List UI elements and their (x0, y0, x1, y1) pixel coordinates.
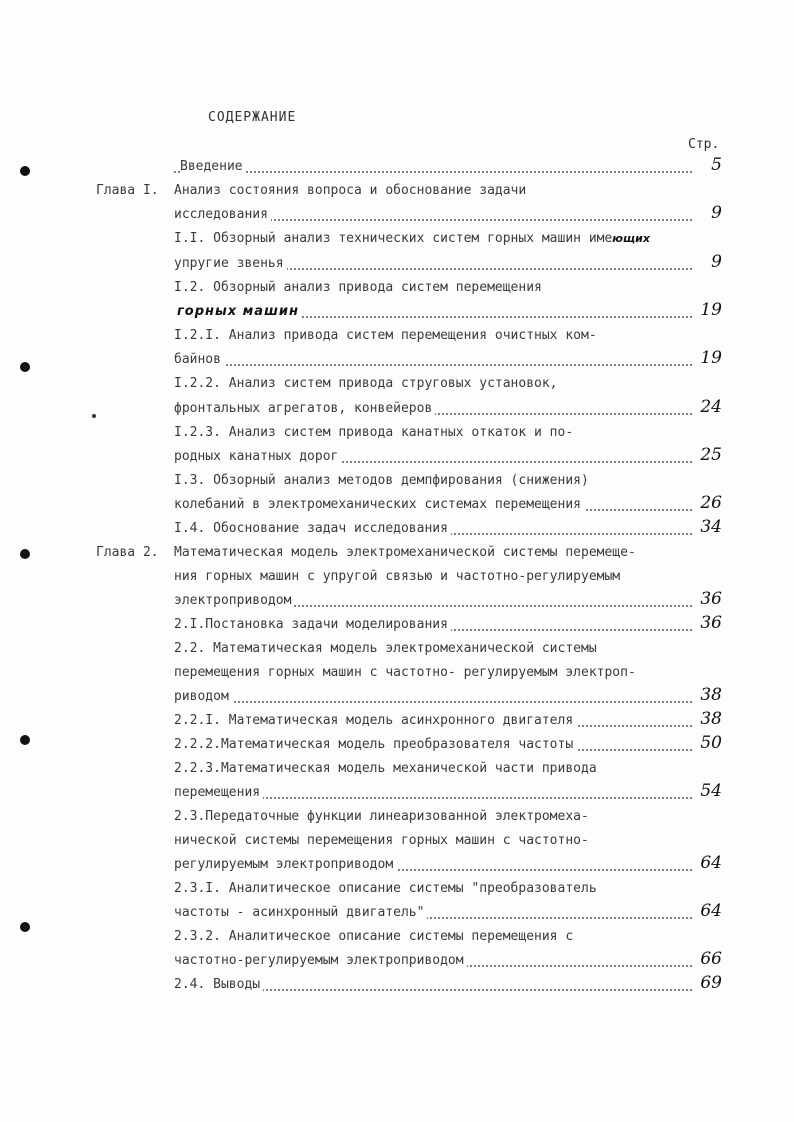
punch-hole-mark (20, 362, 30, 372)
toc-line (174, 830, 722, 852)
page-number: 50 (700, 734, 722, 753)
toc-line (174, 204, 722, 226)
toc-line (174, 806, 722, 828)
toc-line (174, 902, 722, 924)
toc-line (96, 542, 744, 564)
toc-line (174, 422, 722, 444)
toc-line (174, 614, 722, 636)
toc-line (174, 686, 722, 708)
toc-line (174, 373, 722, 395)
toc-entry-text: ния горных машин с упругой связью и частотно-регулируемым (174, 569, 621, 584)
toc-line (174, 662, 744, 684)
toc-entry-text: 2.2.3.Математическая модель механической части привода (174, 761, 597, 776)
toc-line (174, 926, 722, 948)
page-number: 5 (711, 156, 722, 175)
toc-entry-text: 2.3.2. Аналитическое описание системы перемещения с (174, 929, 574, 944)
toc-line (174, 325, 722, 347)
toc-entry-text: перемещения горных машин с частотно- регулируемым электроп- (174, 665, 636, 680)
toc-entry-text: I.4. Обоснование задач исследования (174, 521, 451, 536)
toc-entry-text: перемещения (174, 785, 263, 800)
toc-line (174, 950, 722, 972)
toc-entry-text: исследования (174, 207, 271, 222)
toc-line (174, 590, 722, 612)
toc-line (174, 758, 722, 780)
toc-entry-text: родных канатных дорог (174, 449, 341, 464)
chapter-prefix: Глава I. (96, 183, 159, 198)
toc-line (174, 228, 722, 250)
page-number: 36 (700, 590, 722, 609)
toc-entry-text: I.3. Обзорный анализ методов демпфирования (снижения) (174, 473, 589, 488)
toc-line (174, 878, 722, 900)
toc-line (174, 494, 722, 516)
toc-line (174, 277, 722, 299)
toc-entry-text: частоты - асинхронный двигатель" (174, 905, 427, 920)
leader-dots (174, 364, 692, 366)
page-number: 9 (711, 204, 722, 223)
toc-entry-text: I.2.I. Анализ привода систем перемещения очистных ком- (174, 328, 597, 343)
handwritten-suffix: ющих (612, 232, 650, 245)
toc-entry-text: 2.2. Математическая модель электромеханической системы (174, 641, 597, 656)
toc-entry-text: фронтальных агрегатов, конвейеров (174, 401, 435, 416)
page-number: 54 (700, 782, 722, 801)
page-number: 38 (700, 710, 722, 729)
toc-line (174, 782, 722, 804)
toc-entry-text: Математическая модель электромеханической системы перемеще- (174, 545, 636, 560)
leader-dots (174, 171, 692, 173)
toc-entry-text: регулируемым электроприводом (174, 857, 396, 872)
toc-line (174, 566, 722, 588)
toc-entry-text: электроприводом (174, 593, 294, 608)
punch-hole-mark (20, 922, 30, 932)
toc-entry-text: I.2.3. Анализ систем привода канатных откаток и по- (174, 425, 574, 440)
toc-entry-text: упругие звенья (174, 256, 287, 271)
page-number: 9 (711, 253, 722, 272)
page-number: 26 (700, 494, 722, 513)
toc-line (174, 710, 722, 732)
toc-entry-text: 2.3.I. Аналитическое описание системы "преобразователь (174, 881, 597, 896)
toc-line (174, 974, 722, 996)
toc-line (174, 518, 722, 540)
chapter-prefix: Глава 2. (96, 545, 159, 560)
page-number: 19 (700, 301, 722, 320)
page-number: 64 (700, 902, 722, 921)
toc-entry-text: 2.I.Постановка задачи моделирования (174, 617, 451, 632)
handwritten-text: горных машин (177, 304, 302, 319)
toc-line (174, 349, 722, 371)
page-number: 38 (700, 686, 722, 705)
toc-line (174, 854, 722, 876)
toc-line (174, 470, 722, 492)
toc-entry-text: частотно-регулируемым электроприводом (174, 953, 467, 968)
page-number: 36 (700, 614, 722, 633)
toc-line (174, 253, 722, 275)
punch-hole-mark (20, 549, 30, 559)
toc-entry-text: Анализ состояния вопроса и обоснование задачи (174, 183, 527, 198)
toc-entry-text: 2.4. Выводы (174, 977, 263, 992)
toc-entry-text: I.2.2. Анализ систем привода струговых установок, (174, 376, 558, 391)
toc-entry-text: Введение (180, 159, 246, 174)
page-title: СОДЕРЖАНИЕ (208, 110, 297, 125)
toc-line (174, 301, 722, 323)
toc-entry-text: 2.2.I. Математическая модель асинхронного двигателя (174, 713, 576, 728)
punch-hole-mark (20, 735, 30, 745)
punch-hole-mark (20, 166, 30, 176)
toc-entry-text: риводом (174, 689, 232, 704)
toc-entry-text: байнов (174, 352, 224, 367)
toc-line (174, 398, 722, 420)
page-number: 64 (700, 854, 722, 873)
toc-entry-text: I.2. Обзорный анализ привода систем перемещения (174, 280, 542, 295)
page-number: 24 (700, 398, 722, 417)
ink-speck (92, 414, 96, 418)
toc-entry-text: I.I. Обзорный анализ технических систем горных машин име (174, 231, 613, 246)
toc-entry-text: 2.2.2.Математическая модель преобразователя частоты (174, 737, 576, 752)
toc-entry-text: колебаний в электромеханических системах перемещения (174, 497, 584, 512)
toc-line (96, 180, 722, 202)
page-number: 69 (700, 974, 722, 993)
page-number: 25 (700, 446, 722, 465)
toc-line (174, 638, 722, 660)
page-number: 19 (700, 349, 722, 368)
toc-entry-text: 2.3.Передаточные функции линеаризованной электромеха- (174, 809, 589, 824)
leader-dots (174, 701, 692, 703)
toc-line (174, 446, 722, 468)
toc-line (174, 156, 722, 178)
page-column-label: Стр. (688, 137, 720, 152)
page-number: 34 (700, 518, 722, 537)
toc-entry-text: нической системы перемещения горных машин с частотно- (174, 833, 589, 848)
toc-line (174, 734, 722, 756)
page-number: 66 (700, 950, 722, 969)
